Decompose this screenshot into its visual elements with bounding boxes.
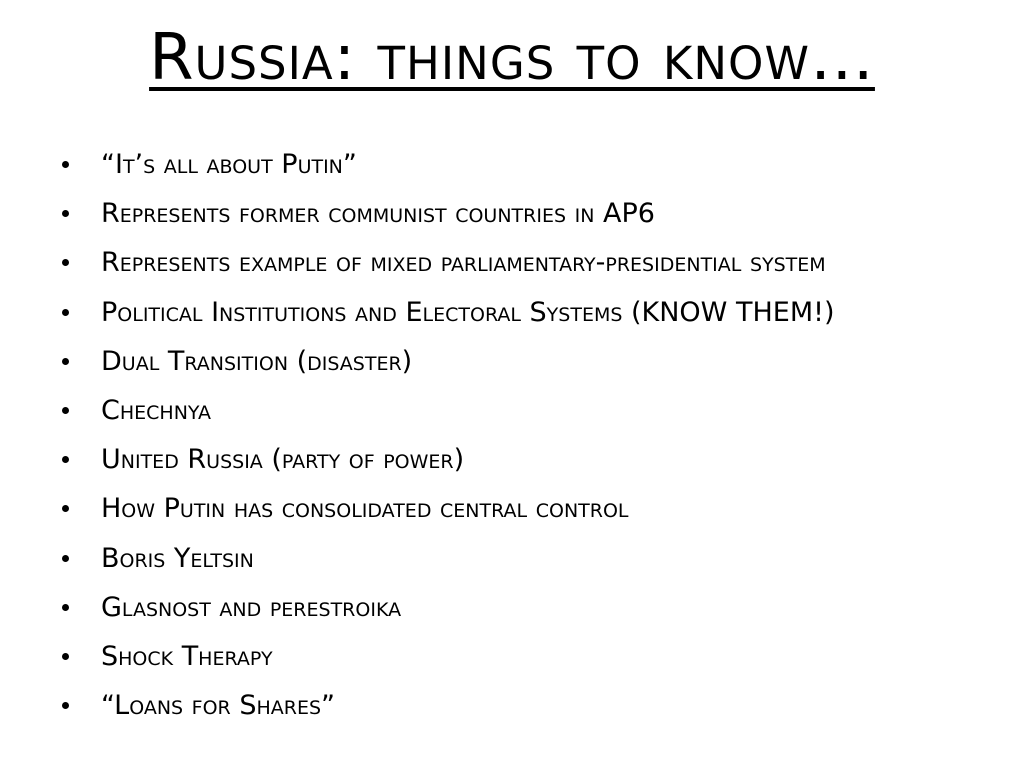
bullet-text: Boris Yeltsin (101, 542, 254, 574)
bullet-dot-icon (62, 604, 69, 611)
bullet-item-central-control (60, 484, 1000, 533)
bullet-dot-icon (62, 505, 69, 512)
bullet-text: Dual Transition (disaster) (101, 345, 413, 377)
bullet-item-dual-transition (60, 337, 1000, 386)
bullet-item-putin (60, 140, 1000, 189)
bullet-list (60, 140, 1000, 730)
bullet-dot-icon (62, 407, 69, 414)
bullet-text: Represents former communist countries in AP6 (101, 198, 655, 230)
bullet-dot-icon (62, 555, 69, 562)
bullet-text: Shock Therapy (101, 640, 273, 672)
bullet-dot-icon (62, 161, 69, 168)
bullet-item-yeltsin (60, 534, 1000, 583)
bullet-item-chechnya (60, 386, 1000, 435)
bullet-text: Glasnost and perestroika (101, 591, 402, 623)
bullet-text: United Russia (party of power) (101, 444, 465, 476)
bullet-item-loans-for-shares (60, 681, 1000, 730)
bullet-text: “Loans for Shares” (101, 690, 336, 722)
bullet-item-glasnost (60, 583, 1000, 632)
bullet-dot-icon (62, 702, 69, 709)
bullet-text: “It’s all about Putin” (101, 149, 357, 180)
bullet-item-shock-therapy (60, 632, 1000, 681)
bullet-dot-icon (62, 653, 69, 660)
bullet-item-institutions (60, 288, 1000, 337)
bullet-dot-icon (62, 259, 69, 266)
bullet-dot-icon (62, 210, 69, 217)
bullet-text: Chechnya (101, 394, 212, 426)
bullet-item-united-russia (60, 435, 1000, 484)
bullet-dot-icon (62, 309, 69, 316)
bullet-item-communist-countries (60, 189, 1000, 238)
bullet-item-mixed-system (60, 238, 1000, 287)
bullet-dot-icon (62, 358, 69, 365)
bullet-text: How Putin has consolidated central control (101, 493, 629, 525)
bullet-text: Political Institutions and Electoral Systems (KNOW THEM!) (101, 296, 835, 328)
bullet-text: Represents example of mixed parliamentary-presidential system (101, 247, 826, 279)
bullet-dot-icon (62, 456, 69, 463)
slide-title: Russia: things to know… (149, 21, 875, 95)
